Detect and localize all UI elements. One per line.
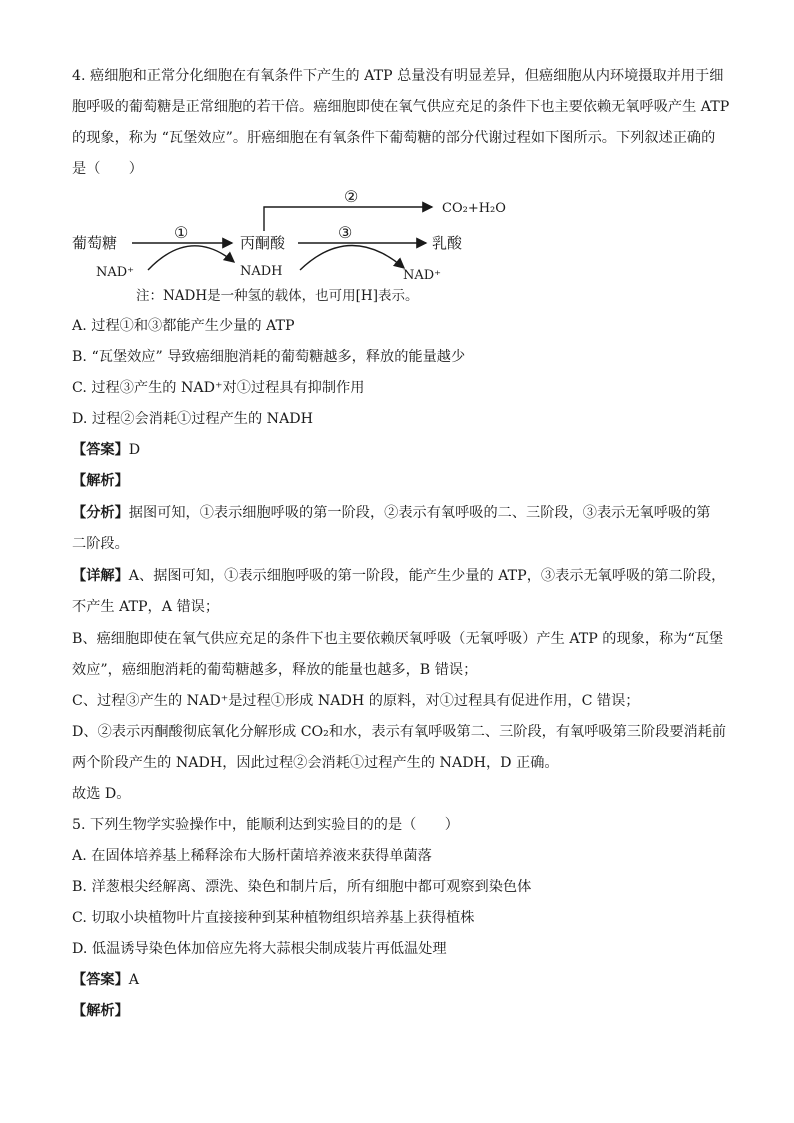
- q4-xiangjie-line-5: C、过程③产生的 NAD⁺是过程①形成 NADH 的原料，对①过程具有促进作用，C 错误；: [72, 693, 640, 709]
- nad-out-label: NAD⁺: [403, 268, 442, 283]
- q4-xiangjie-line-8: 故选 D。: [72, 786, 131, 802]
- xiangjie-text: A、据图可知，①表示细胞呼吸的第一阶段，能产生少量的 ATP，③表示无氧呼吸的第二阶段，: [128, 568, 726, 584]
- q4-xiangjie-line-2: 不产生 ATP，A 错误；: [72, 599, 220, 615]
- step3-label: ③: [338, 223, 353, 242]
- q4-option-c: C. 过程③产生的 NAD⁺对①过程具有抑制作用: [72, 380, 365, 396]
- answer-value: A: [128, 972, 140, 988]
- q4-fenxi-line-1: [72, 503, 722, 523]
- diagram-note: 注：NADH是一种氢的载体，也可用[H]表示。: [136, 288, 419, 304]
- q4-stem-line-3: 的现象，称为 “瓦堡效应”。肝癌细胞在有氧条件下葡萄糖的部分代谢过程如下图所示。下列叙述正确的: [72, 130, 716, 146]
- q5-answer: [72, 970, 722, 990]
- q4-xiangjie-line-6: D、②表示丙酮酸彻底氧化分解形成 CO₂和水，表示有氧呼吸第二、三阶段，有氧呼吸第三阶段要消耗前: [72, 724, 727, 740]
- answer-tag: 【答案】: [72, 442, 129, 458]
- q4-option-d: D. 过程②会消耗①过程产生的 NADH: [72, 411, 314, 427]
- co2-h2o-label: CO₂+H₂O: [442, 201, 506, 216]
- q5-option-b: B. 洋葱根尖经解离、漂洗、染色和制片后，所有细胞中都可观察到染色体: [72, 879, 532, 895]
- q4-xiangjie-line-1: [72, 566, 726, 586]
- answer-tag: 【答案】: [72, 972, 129, 988]
- metabolism-diagram: [60, 186, 560, 310]
- pyruvate-label: 丙酮酸: [240, 234, 286, 252]
- fenxi-text: 据图可知，①表示细胞呼吸的第一阶段，②表示有氧呼吸的二、三阶段，③表示无氧呼吸的第: [128, 505, 711, 521]
- q4-stem-line-4: 是（ ）: [72, 161, 143, 177]
- q5-analysis-tag: 【解析】: [72, 1003, 129, 1019]
- q4-stem-line-2: 胞呼吸的葡萄糖是正常细胞的若干倍。癌细胞即使在氧气供应充足的条件下也主要依赖无氧呼吸产生 ATP: [72, 99, 730, 115]
- lactate-label: 乳酸: [432, 234, 463, 252]
- q5-option-a: A. 在固体培养基上稀释涂布大肠杆菌培养液来获得单菌落: [72, 848, 432, 864]
- nad-in-label: NAD⁺: [96, 265, 135, 280]
- step1-label: ①: [174, 223, 189, 242]
- step2-label: ②: [344, 187, 359, 206]
- q5-stem: 5. 下列生物学实验操作中，能顺利达到实验目的的是（ ）: [72, 817, 459, 833]
- answer-value: D: [128, 442, 141, 458]
- q4-option-a: A. 过程①和③都能产生少量的 ATP: [72, 318, 295, 334]
- q4-stem-line-1: 4. 癌细胞和正常分化细胞在有氧条件下产生的 ATP 总量没有明显差异，但癌细胞从内环境摄取并用于细: [72, 68, 724, 84]
- q4-analysis-tag: 【解析】: [72, 473, 129, 489]
- q4-option-b: B. “瓦堡效应” 导致癌细胞消耗的葡萄糖越多，释放的能量越少: [72, 349, 466, 365]
- q4-xiangjie-line-4: 效应”，癌细胞消耗的葡萄糖越多，释放的能量也越多，B 错误；: [72, 662, 478, 678]
- glucose-label: 葡萄糖: [72, 234, 118, 252]
- q4-xiangjie-line-3: B、癌细胞即使在氧气供应充足的条件下也主要依赖厌氧呼吸（无氧呼吸）产生 ATP 的现象，称为“瓦堡: [72, 631, 724, 647]
- q4-fenxi-line-2: 二阶段。: [72, 536, 129, 552]
- q4-answer: [72, 440, 722, 460]
- xiangjie-tag: 【详解】: [72, 568, 129, 584]
- step3-cofactor-arrow: [300, 245, 404, 270]
- nadh-label: NADH: [240, 264, 283, 279]
- q4-xiangjie-line-7: 两个阶段产生的 NADH，因此过程②会消耗①过程产生的 NADH，D 正确。: [72, 755, 559, 771]
- q5-option-d: D. 低温诱导染色体加倍应先将大蒜根尖制成装片再低温处理: [72, 941, 447, 957]
- q5-option-c: C. 切取小块植物叶片直接接种到某种植物组织培养基上获得植株: [72, 910, 475, 926]
- fenxi-tag: 【分析】: [72, 505, 129, 521]
- step1-cofactor-arrow: [148, 246, 234, 270]
